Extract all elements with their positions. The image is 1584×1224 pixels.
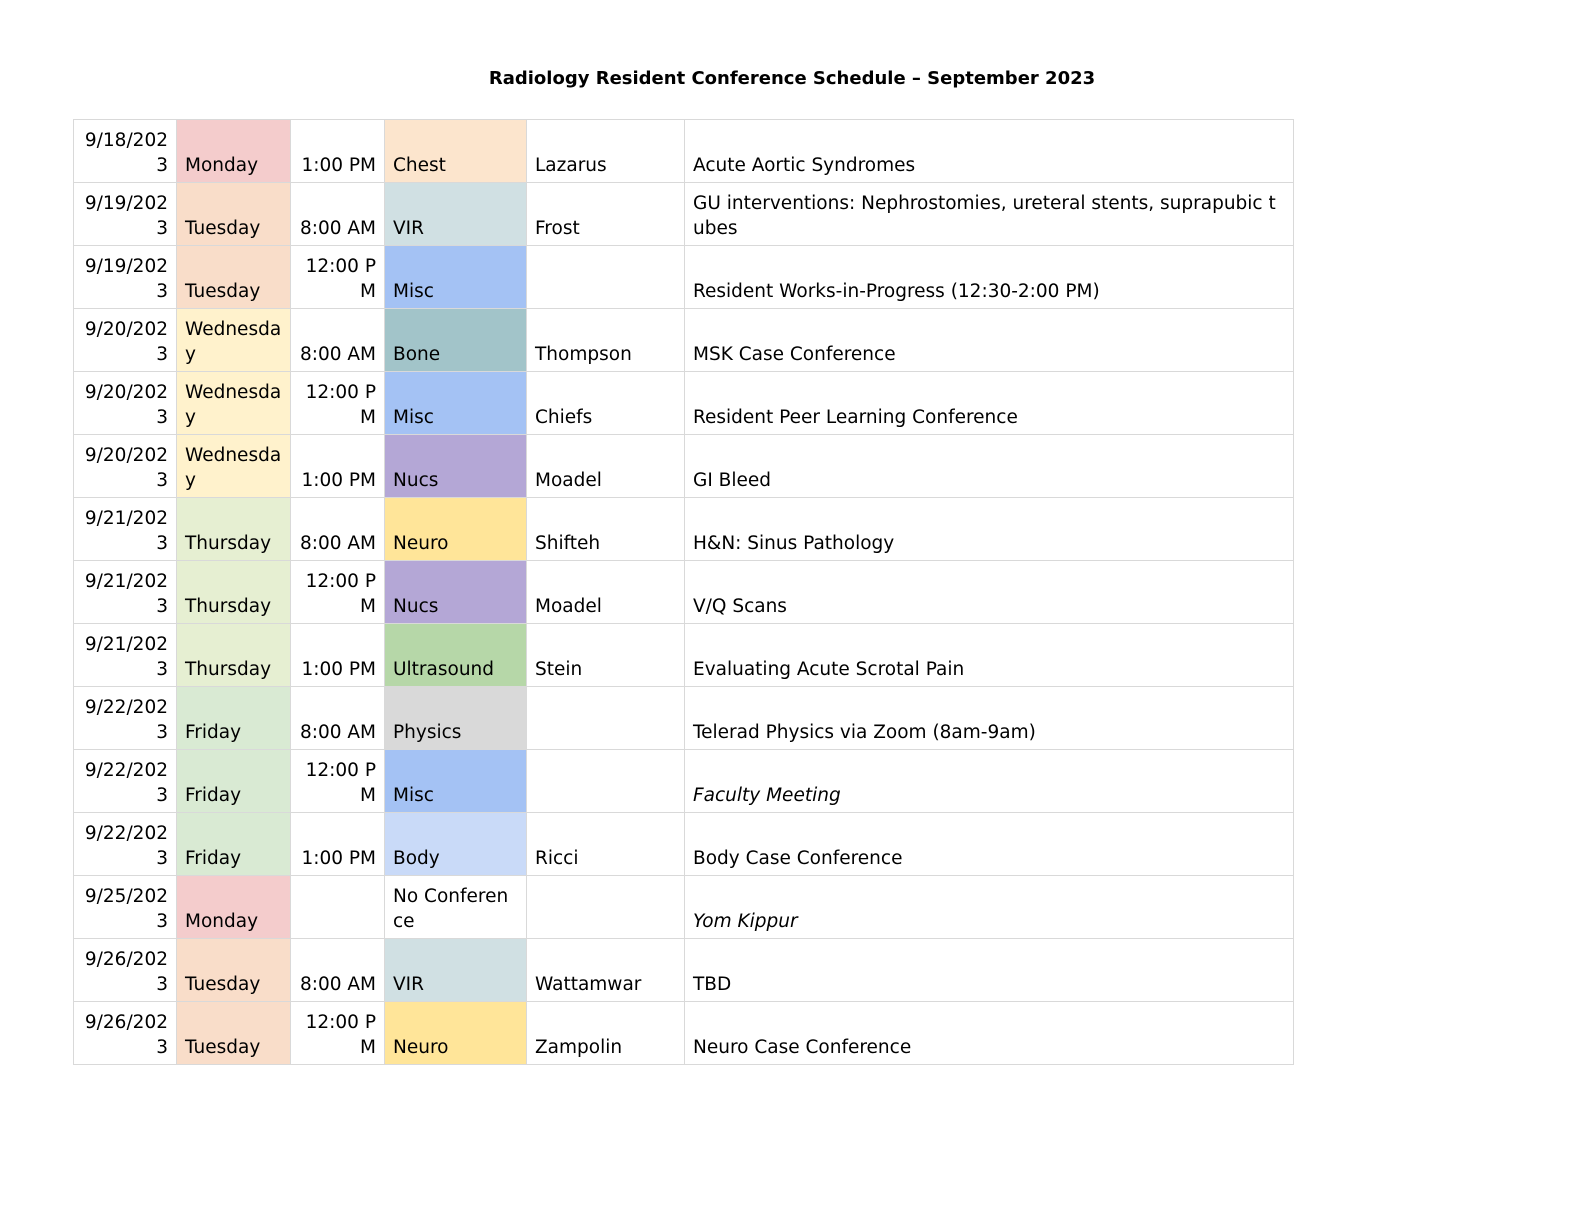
day-cell: Tuesday [177, 183, 291, 246]
topic-cell: V/Q Scans [685, 561, 1294, 624]
section-cell: Nucs [385, 435, 527, 498]
date-cell: 9/26/2023 [74, 939, 177, 1002]
day-cell: Thursday [177, 561, 291, 624]
section-cell: VIR [385, 183, 527, 246]
day-cell: Wednesday [177, 372, 291, 435]
day-cell: Friday [177, 687, 291, 750]
table-row [74, 120, 1294, 183]
topic-cell: Resident Peer Learning Conference [685, 372, 1294, 435]
section-cell: Body [385, 813, 527, 876]
faculty-cell: Chiefs [527, 372, 685, 435]
topic-cell: Resident Works-in-Progress (12:30-2:00 PM) [685, 246, 1294, 309]
date-cell: 9/22/2023 [74, 687, 177, 750]
time-cell: 8:00 AM [291, 498, 385, 561]
time-cell: 12:00 PM [291, 246, 385, 309]
section-cell: Misc [385, 750, 527, 813]
time-cell: 8:00 AM [291, 687, 385, 750]
time-cell: 1:00 PM [291, 435, 385, 498]
topic-cell: GU interventions: Nephrostomies, ureteral stents, suprapubic tubes [685, 183, 1294, 246]
section-cell: Misc [385, 246, 527, 309]
time-cell: 8:00 AM [291, 939, 385, 1002]
faculty-cell [527, 246, 685, 309]
time-cell: 1:00 PM [291, 813, 385, 876]
section-cell: Chest [385, 120, 527, 183]
faculty-cell [527, 687, 685, 750]
date-cell: 9/26/2023 [74, 1002, 177, 1065]
topic-cell: H&N: Sinus Pathology [685, 498, 1294, 561]
table-row [74, 309, 1294, 372]
table-row [74, 750, 1294, 813]
faculty-cell: Moadel [527, 435, 685, 498]
day-cell: Thursday [177, 498, 291, 561]
table-row [74, 372, 1294, 435]
faculty-cell: Frost [527, 183, 685, 246]
day-cell: Tuesday [177, 1002, 291, 1065]
time-cell: 12:00 PM [291, 372, 385, 435]
day-cell: Friday [177, 750, 291, 813]
date-cell: 9/20/2023 [74, 435, 177, 498]
date-cell: 9/19/2023 [74, 246, 177, 309]
section-cell: Bone [385, 309, 527, 372]
faculty-cell: Wattamwar [527, 939, 685, 1002]
topic-cell: Body Case Conference [685, 813, 1294, 876]
section-cell: Misc [385, 372, 527, 435]
time-cell: 12:00 PM [291, 561, 385, 624]
table-row [74, 813, 1294, 876]
section-cell: VIR [385, 939, 527, 1002]
day-cell: Tuesday [177, 246, 291, 309]
section-cell: No Conference [385, 876, 527, 939]
date-cell: 9/21/2023 [74, 498, 177, 561]
table-row [74, 624, 1294, 687]
faculty-cell: Shifteh [527, 498, 685, 561]
topic-cell: Neuro Case Conference [685, 1002, 1294, 1065]
time-cell: 1:00 PM [291, 624, 385, 687]
date-cell: 9/18/2023 [74, 120, 177, 183]
table-row [74, 876, 1294, 939]
section-cell: Neuro [385, 1002, 527, 1065]
section-cell: Physics [385, 687, 527, 750]
faculty-cell: Zampolin [527, 1002, 685, 1065]
day-cell: Monday [177, 120, 291, 183]
table-row [74, 939, 1294, 1002]
faculty-cell: Moadel [527, 561, 685, 624]
table-row [74, 183, 1294, 246]
date-cell: 9/20/2023 [74, 372, 177, 435]
time-cell: 1:00 PM [291, 120, 385, 183]
topic-cell: Telerad Physics via Zoom (8am-9am) [685, 687, 1294, 750]
table-row [74, 687, 1294, 750]
schedule-body [74, 120, 1294, 1065]
time-cell: 12:00 PM [291, 750, 385, 813]
table-row [74, 246, 1294, 309]
topic-cell: Acute Aortic Syndromes [685, 120, 1294, 183]
day-cell: Thursday [177, 624, 291, 687]
faculty-cell: Stein [527, 624, 685, 687]
date-cell: 9/22/2023 [74, 750, 177, 813]
topic-cell: Faculty Meeting [685, 750, 1294, 813]
date-cell: 9/20/2023 [74, 309, 177, 372]
faculty-cell [527, 876, 685, 939]
time-cell: 12:00 PM [291, 1002, 385, 1065]
day-cell: Tuesday [177, 939, 291, 1002]
topic-cell: Evaluating Acute Scrotal Pain [685, 624, 1294, 687]
faculty-cell [527, 750, 685, 813]
date-cell: 9/21/2023 [74, 561, 177, 624]
section-cell: Ultrasound [385, 624, 527, 687]
table-row [74, 1002, 1294, 1065]
faculty-cell: Thompson [527, 309, 685, 372]
topic-cell: Yom Kippur [685, 876, 1294, 939]
table-row [74, 561, 1294, 624]
date-cell: 9/21/2023 [74, 624, 177, 687]
faculty-cell: Ricci [527, 813, 685, 876]
day-cell: Monday [177, 876, 291, 939]
day-cell: Wednesday [177, 309, 291, 372]
time-cell: 8:00 AM [291, 309, 385, 372]
table-row [74, 435, 1294, 498]
topic-cell: TBD [685, 939, 1294, 1002]
day-cell: Wednesday [177, 435, 291, 498]
time-cell: 8:00 AM [291, 183, 385, 246]
section-cell: Nucs [385, 561, 527, 624]
document-title: Radiology Resident Conference Schedule – September 2023 [488, 68, 1096, 89]
date-cell: 9/19/2023 [74, 183, 177, 246]
section-cell: Neuro [385, 498, 527, 561]
time-cell [291, 876, 385, 939]
date-cell: 9/25/2023 [74, 876, 177, 939]
table-row [74, 498, 1294, 561]
faculty-cell: Lazarus [527, 120, 685, 183]
day-cell: Friday [177, 813, 291, 876]
topic-cell: GI Bleed [685, 435, 1294, 498]
date-cell: 9/22/2023 [74, 813, 177, 876]
topic-cell: MSK Case Conference [685, 309, 1294, 372]
conference-schedule-table [73, 119, 1294, 1065]
